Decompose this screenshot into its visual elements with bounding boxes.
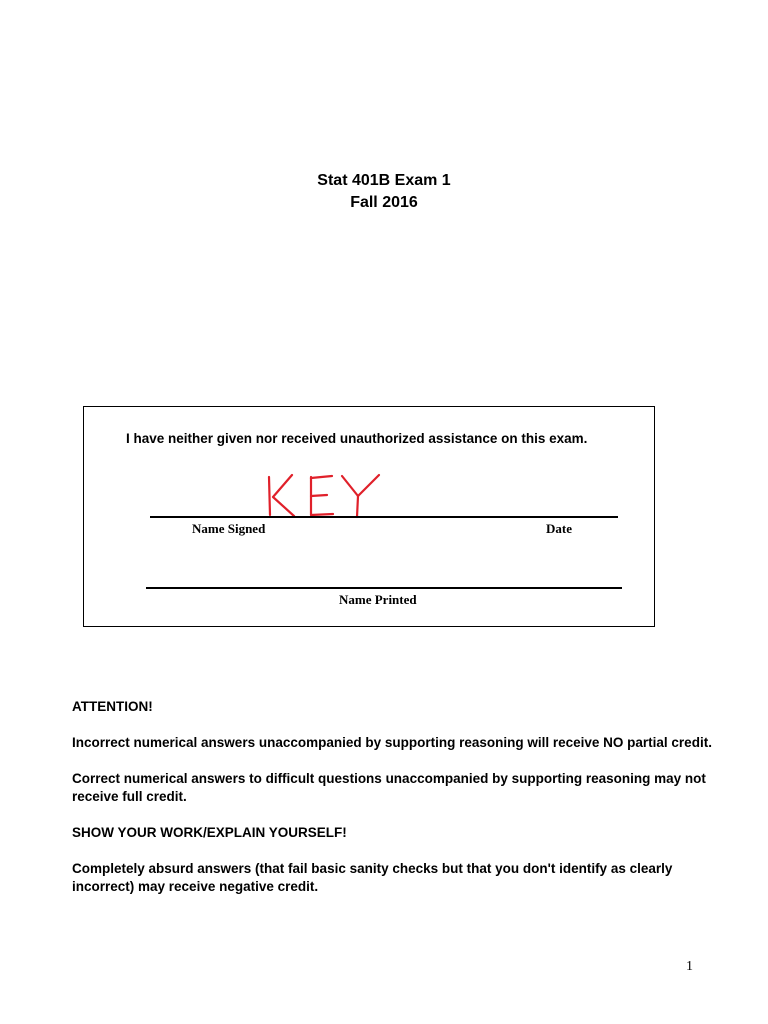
honor-pledge-box <box>83 406 655 627</box>
printed-name-line <box>146 587 622 589</box>
pledge-statement: I have neither given nor received unauthorized assistance on this exam. <box>126 431 588 446</box>
name-signed-label: Name Signed <box>192 521 266 536</box>
exam-term: Fall 2016 <box>350 194 418 211</box>
handwritten-signature-key <box>261 467 386 519</box>
instruction-paragraph: Incorrect numerical answers unaccompanied by supporting reasoning will receive NO partial credit. <box>72 735 712 750</box>
instruction-paragraph: SHOW YOUR WORK/EXPLAIN YOURSELF! <box>72 825 347 840</box>
exam-instructions <box>72 698 712 914</box>
name-printed-label: Name Printed <box>339 592 417 607</box>
signature-line <box>150 516 618 518</box>
instruction-paragraph: Correct numerical answers to difficult questions unaccompanied by supporting reasoning may not receive full credit. <box>72 771 706 804</box>
date-label: Date <box>546 521 572 536</box>
attention-heading: ATTENTION! <box>72 699 153 714</box>
page-number: 1 <box>686 959 693 974</box>
instruction-paragraph: Completely absurd answers (that fail basic sanity checks but that you don't identify as clearly incorrect) may receive negative credit. <box>72 861 673 894</box>
exam-title: Stat 401B Exam 1 <box>317 172 451 189</box>
